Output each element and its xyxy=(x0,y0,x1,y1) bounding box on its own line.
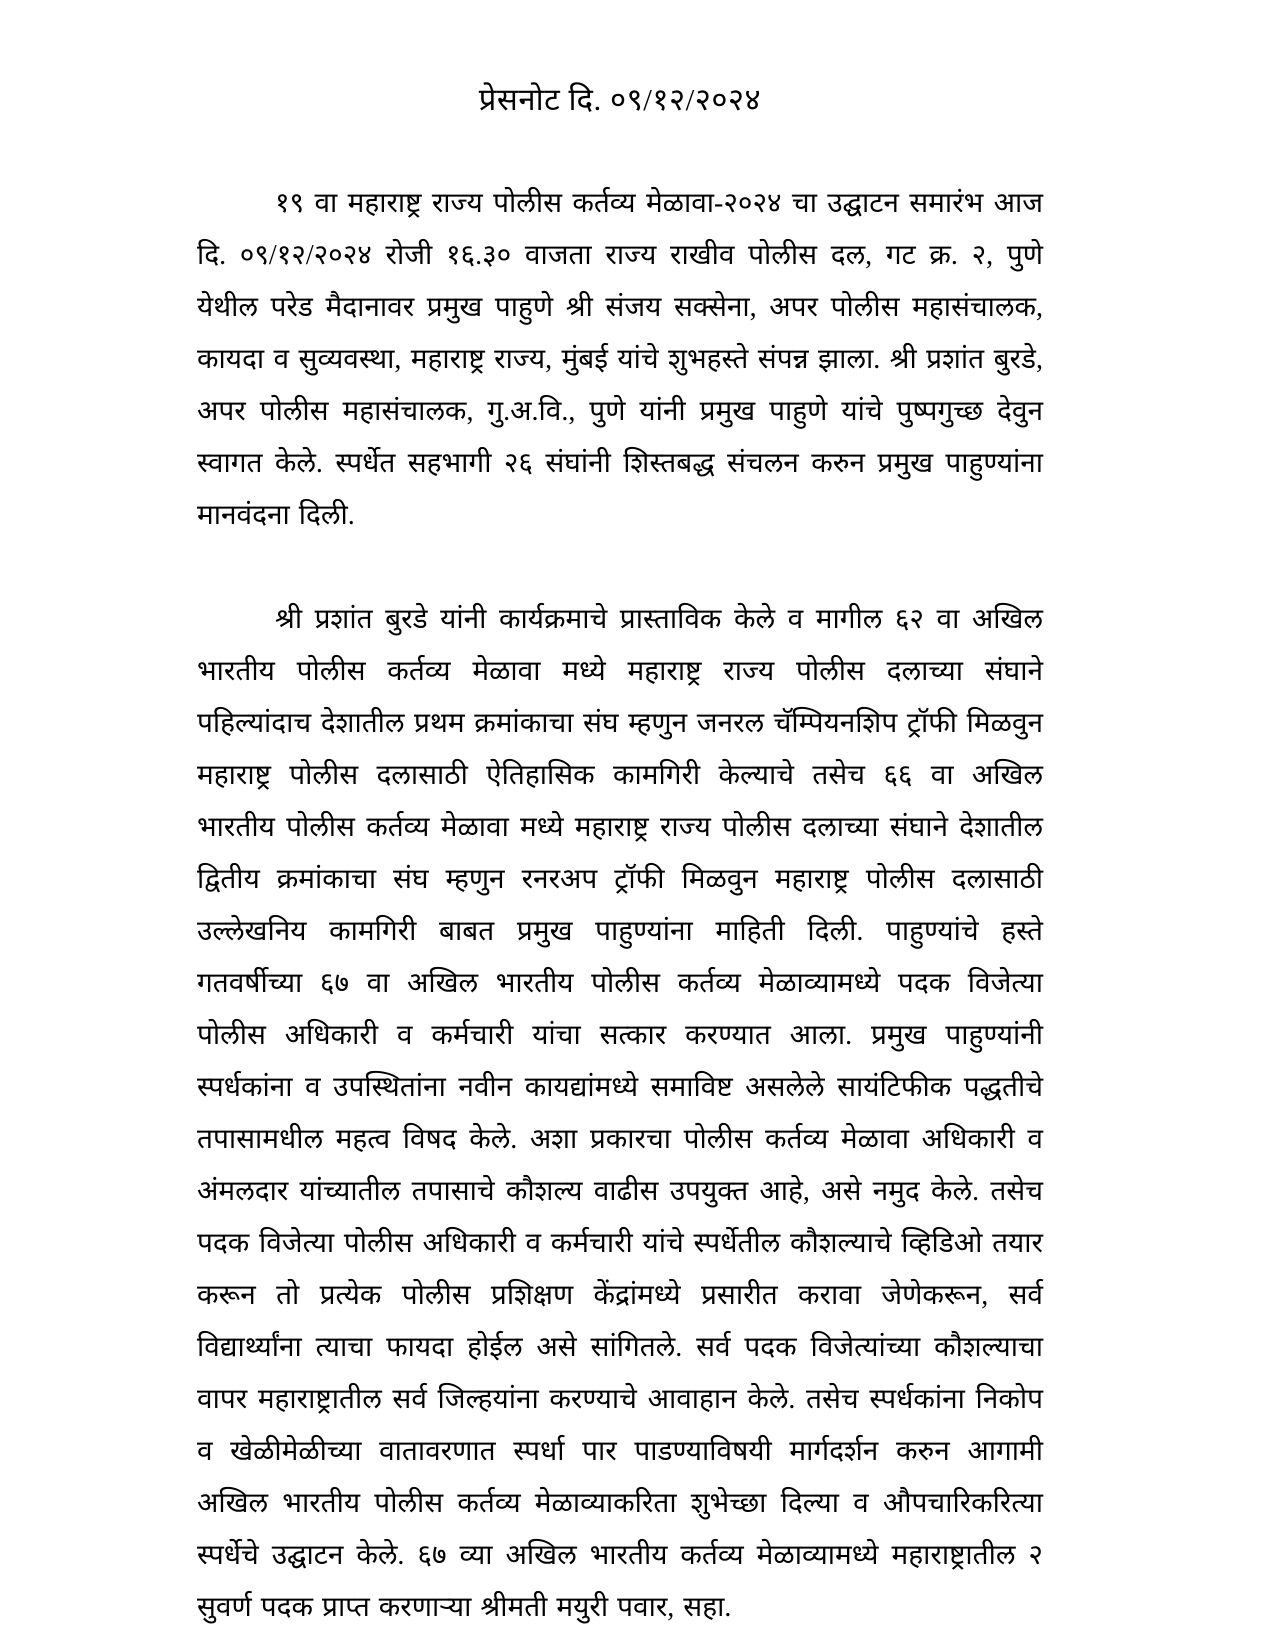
document-content xyxy=(197,78,1043,1634)
page-title: प्रेसनोट दि. ०९/१२/२०२४ xyxy=(478,82,762,117)
paragraph-body: श्री प्रशांत बुरडे यांनी कार्यक्रमाचे प्रास्ताविक केले व मागील ६२ वा अखिल भारतीय पोलीस कर्तव्य मेळावा मध्ये महाराष्ट्र राज्य पोलीस दलाच्या संघाने पहिल्यांदाच देशातील प्रथम क्रमांकाचा संघ म्हणुन जनरल चॅम्पियनशिप ट्रॉफी मिळवुन महाराष्ट्र पोलीस दलासाठी ऐतिहासिक कामगिरी केल्याचे तसेच ६६ वा अखिल भारतीय पोलीस कर्तव्य मेळावा मध्ये महाराष्ट्र राज्य पोलीस दलाच्या संघाने देशातील द्वितीय क्रमांकाचा संघ म्हणुन रनरअप ट्रॉफी मिळवुन महाराष्ट्र पोलीस दलासाठी उल्लेखनिय कामगिरी बाबत प्रमुख पाहुण्यांना माहिती दिली. पाहुण्यांचे हस्ते गतवर्षीच्या ६७ वा अखिल भारतीय पोलीस कर्तव्य मेळाव्यामध्ये पदक विजेत्या पोलीस अधिकारी व कर्मचारी यांचा सत्कार करण्यात आला. प्रमुख पाहुण्यांनी स्पर्धकांना व उपस्थितांना नवीन कायद्यांमध्ये समाविष्ट असलेले सायंटिफीक पद्धतीचे तपासामधील महत्व विषद केले. अशा प्रकारचा पोलीस कर्तव्य मेळावा अधिकारी व अंमलदार यांच्यातील तपासाचे कौशल्य वाढीस उपयुक्त आहे, असे नमुद केले. तसेच पदक विजेत्या पोलीस अधिकारी व कर्मचारी यांचे स्पर्धेतील कौशल्याचे व्हिडिओ तयार करून तो प्रत्येक पोलीस प्रशिक्षण केंद्रांमध्ये प्रसारीत करावा जेणेकरून, सर्व विद्यार्थ्यांना त्याचा फायदा होईल असे सांगितले. सर्व पदक विजेत्यांच्या कौशल्याचा वापर महाराष्ट्रातील सर्व जिल्हयांना करण्याचे आवाहान केले. तसेच स्पर्धकांना निकोप व खेळीमेळीच्या वातावरणात स्पर्धा पार पाडण्याविषयी मार्गदर्शन करुन आगामी अखिल भारतीय पोलीस कर्तव्य मेळाव्याकरिता शुभेच्छा दिल्या व औपचारिकरित्या स्पर्धेचे उद्घाटन केले. ६७ व्या अखिल भारतीय कर्तव्य मेळाव्यामध्ये महाराष्ट्रातील २ सुवर्ण पदक प्राप्त करणाऱ्या श्रीमती मयुरी पवार, सहा. xyxy=(197,604,1043,1623)
paragraph-intro: १९ वा महाराष्ट्र राज्य पोलीस कर्तव्य मेळावा-२०२४ चा उद्घाटन समारंभ आज दि. ०९/१२/२०२४ रोजी १६.३० वाजता राज्य राखीव पोलीस दल, गट क्र. २, पुणे येथील परेड मैदानावर प्रमुख पाहुणे श्री संजय सक्सेना, अपर पोलीस महासंचालक, कायदा व सुव्यवस्था, महाराष्ट्र राज्य, मुंबई यांचे शुभहस्ते संपन्न झाला. श्री प्रशांत बुरडे, अपर पोलीस महासंचालक, गु.अ.वि., पुणे यांनी प्रमुख पाहुणे यांचे पुष्पगुच्छ देवुन स्वागत केले. स्पर्धेत सहभागी २६ संघांनी शिस्तबद्ध संचलन करुन प्रमुख पाहुण्यांना मानवंदना दिली. xyxy=(197,188,1043,531)
